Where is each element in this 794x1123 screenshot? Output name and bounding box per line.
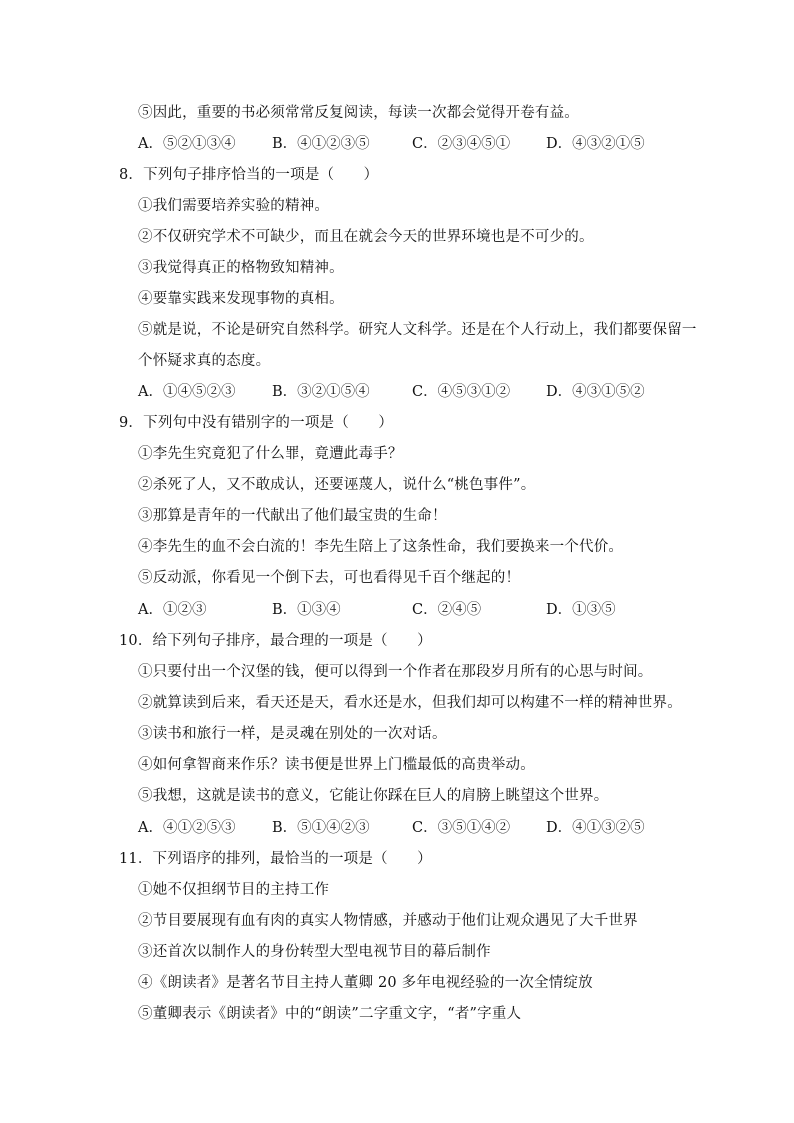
sentence-2: ②就算读到后来，看天还是天，看水还是水，但我们却可以构建不一样的精神世界。 xyxy=(138,695,682,711)
question-10-stem: 10．给下列句子排序，最合理的一项是（ ） xyxy=(119,633,432,649)
sentence-3: ③我觉得真正的格物致知精神。 xyxy=(138,260,344,276)
option-d: D．④①③②⑤ xyxy=(546,820,645,836)
option-d: D．①③⑤ xyxy=(546,602,616,618)
option-c: C．②③④⑤① xyxy=(412,136,511,152)
option-a: A．⑤②①③④ xyxy=(138,136,236,152)
question-11-stem: 11．下列语序的排列，最恰当的一项是（ ） xyxy=(119,851,432,867)
sentence-1: ①她不仅担纲节目的主持工作 xyxy=(138,882,330,898)
option-b: B．③②①⑤④ xyxy=(272,384,370,400)
sentence-3: ③还首次以制作人的身份转型大型电视节目的幕后制作 xyxy=(138,944,491,960)
sentence-2: ②杀死了人，又不敢成认，还要诬蔑人，说什么“桃色事件”。 xyxy=(138,477,536,493)
option-b: B．⑤①④②③ xyxy=(272,820,370,836)
sentence-5: ⑤就是说，不论是研究自然科学。研究人文科学。还是在个人行动上，我们都要保留一 xyxy=(138,322,697,338)
sentence-4: ④如何拿智商来作乐？读书便是世界上门槛最低的高贵举动。 xyxy=(138,757,535,773)
sentence-5-continued: 个怀疑求真的态度。 xyxy=(138,353,271,369)
sentence-2: ②不仅研究学术不可缺少，而且在就会今天的世界环境也是不可少的。 xyxy=(138,229,594,245)
option-a: A．①④⑤②③ xyxy=(138,384,236,400)
option-b: B．④①②③⑤ xyxy=(272,136,370,152)
sentence-4: ④要靠实践来发现事物的真相。 xyxy=(138,291,344,307)
sentence-1: ①只要付出一个汉堡的钱，便可以得到一个作者在那段岁月所有的心思与时间。 xyxy=(138,664,653,680)
option-a: A．④①②⑤③ xyxy=(138,820,236,836)
sentence-5: ⑤我想，这就是读书的意义，它能让你踩在巨人的肩膀上眺望这个世界。 xyxy=(138,788,609,804)
option-c: C．②④⑤ xyxy=(412,602,482,618)
sentence-3: ③那算是青年的一代献出了他们最宝贵的生命！ xyxy=(138,508,447,524)
sentence-1: ①李先生究竟犯了什么罪，竟遭此毒手？ xyxy=(138,446,403,462)
sentence-5: ⑤因此，重要的书必须常常反复阅读，每读一次都会觉得开卷有益。 xyxy=(138,105,579,121)
sentence-4: ④《朗读者》是著名节目主持人董卿 20 多年电视经验的一次全情绽放 xyxy=(138,975,593,991)
sentence-5: ⑤反动派，你看见一个倒下去，可也看得见千百个继起的！ xyxy=(138,570,521,586)
option-d: D．④③②①⑤ xyxy=(546,136,645,152)
sentence-3: ③读书和旅行一样，是灵魂在别处的一次对话。 xyxy=(138,726,447,742)
sentence-5: ⑤董卿表示《朗读者》中的“朗读”二字重文字，“者”字重人 xyxy=(138,1006,522,1022)
sentence-1: ①我们需要培养实验的精神。 xyxy=(138,198,330,214)
option-b: B．①③④ xyxy=(272,602,341,618)
option-c: C．③⑤①④② xyxy=(412,820,511,836)
option-d: D．④③①⑤② xyxy=(546,384,645,400)
question-8-stem: 8．下列句子排序恰当的一项是（ ） xyxy=(119,167,379,183)
option-a: A．①②③ xyxy=(138,602,207,618)
option-c: C．④⑤③①② xyxy=(412,384,511,400)
sentence-2: ②节目要展现有血有肉的真实人物情感，并感动于他们让观众遇见了大千世界 xyxy=(138,913,638,929)
question-9-stem: 9．下列句中没有错别字的一项是（ ） xyxy=(119,415,394,431)
sentence-4: ④李先生的血不会白流的！李先生陪上了这条性命，我们要换来一个代价。 xyxy=(138,539,624,555)
